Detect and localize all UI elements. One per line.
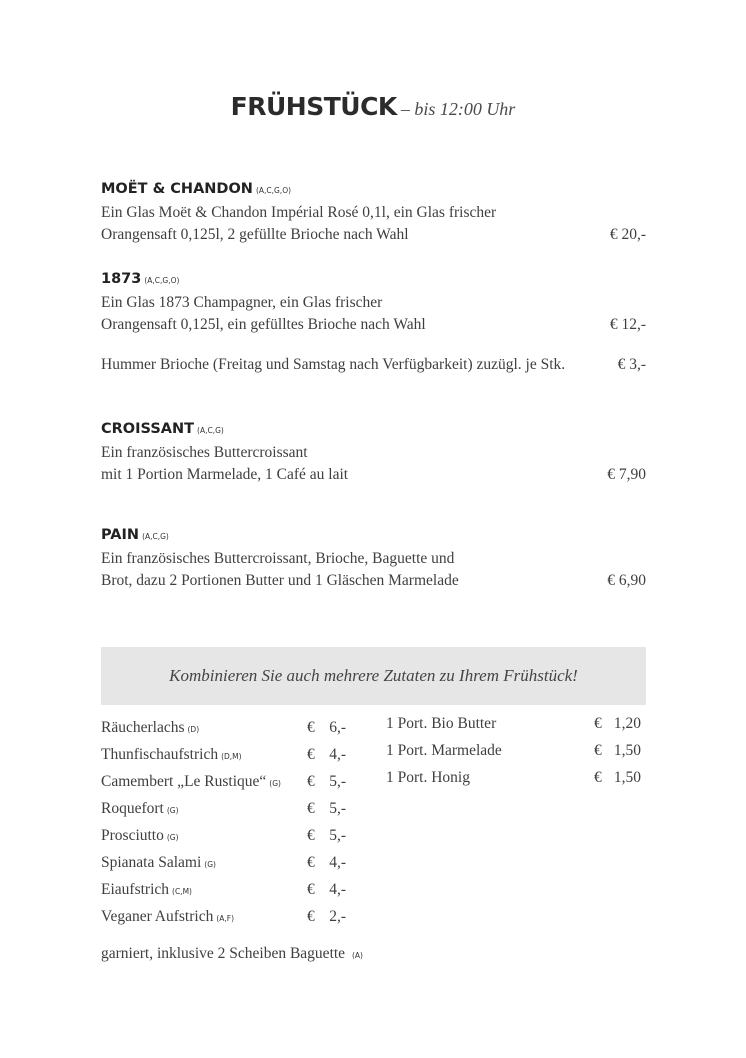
extra-item: Camembert „Le Rustique“ (G) € 5,- (101, 773, 346, 790)
item-name: CROISSANT (101, 421, 195, 437)
extra-item: Roquefort (G) € 5,- (101, 800, 346, 817)
extra-item: 1 Port. Marmelade € 1,50 (386, 742, 641, 759)
item-description-line: Ein französisches Buttercroissant, Brioche, Baguette und (101, 550, 455, 567)
menu-item-hummer-brioche (101, 354, 646, 376)
menu-item-pain (101, 524, 646, 592)
extra-item: Räucherlachs (D) € 6,- (101, 719, 346, 736)
item-heading (101, 268, 646, 292)
allergen-codes: (A,C,G,O) (144, 276, 180, 285)
allergen-codes: (A,C,G) (197, 426, 224, 435)
item-name: 1873 (101, 271, 142, 287)
item-price: € 12,- (609, 316, 646, 333)
item-description-line-last: Hummer Brioche (Freitag und Samstag nach Verfügbarkeit) zuzügl. je Stk. € 3,- (101, 354, 646, 376)
combine-banner: Kombinieren Sie auch mehrere Zutaten zu Ihrem Frühstück! (101, 647, 646, 705)
item-price: € 7,90 (607, 466, 646, 483)
menu-item-croissant (101, 418, 646, 486)
item-price: € 6,90 (607, 572, 646, 589)
item-description-line: Ein Glas Moët & Chandon Impérial Rosé 0,1l, ein Glas frischer (101, 204, 497, 221)
allergen-codes: (A,C,G) (142, 532, 169, 541)
extra-item: 1 Port. Honig € 1,50 (386, 769, 641, 786)
extra-item: Spianata Salami (G) € 4,- (101, 854, 346, 871)
extra-item: 1 Port. Bio Butter € 1,20 (386, 715, 641, 732)
extra-item: Eiaufstrich (C,M) € 4,- (101, 881, 346, 898)
item-description-line-last: Brot, dazu 2 Portionen Butter und 1 Gläschen Marmelade € 6,90 (101, 570, 646, 592)
item-heading (101, 178, 646, 202)
allergen-codes: (A,C,G,O) (255, 186, 292, 195)
item-price: € 20,- (609, 226, 646, 243)
item-description-line-last: mit 1 Portion Marmelade, 1 Café au lait € 7,90 (101, 464, 646, 486)
item-description-line: Ein Glas 1873 Champagner, ein Glas frischer (101, 294, 383, 311)
menu-item-1873 (101, 268, 646, 336)
extras-list-left (101, 714, 346, 930)
item-description-line: Ein französisches Buttercroissant (101, 444, 308, 461)
title-main: FRÜHSTÜCK (230, 92, 397, 121)
footer-note: garniert, inklusive 2 Scheiben Baguette (A) (101, 945, 363, 962)
title-subtitle: – bis 12:00 Uhr (400, 99, 516, 119)
item-description-line-last: Orangensaft 0,125l, ein gefülltes Brioche nach Wahl € 12,- (101, 314, 646, 336)
item-name: PAIN (101, 527, 140, 543)
menu-item-moet-chandon (101, 178, 646, 246)
extras-list-right (386, 710, 641, 791)
page-title (0, 92, 746, 121)
item-heading (101, 418, 646, 442)
item-name: MOËT & CHANDON (101, 181, 253, 197)
extra-item: Thunfischaufstrich (D,M) € 4,- (101, 746, 346, 763)
extra-item: Prosciutto (G) € 5,- (101, 827, 346, 844)
item-heading (101, 524, 646, 548)
item-description-line-last: Orangensaft 0,125l, 2 gefüllte Brioche nach Wahl € 20,- (101, 224, 646, 246)
extra-item: Veganer Aufstrich (A,F) € 2,- (101, 908, 346, 925)
item-price: € 3,- (617, 356, 646, 373)
